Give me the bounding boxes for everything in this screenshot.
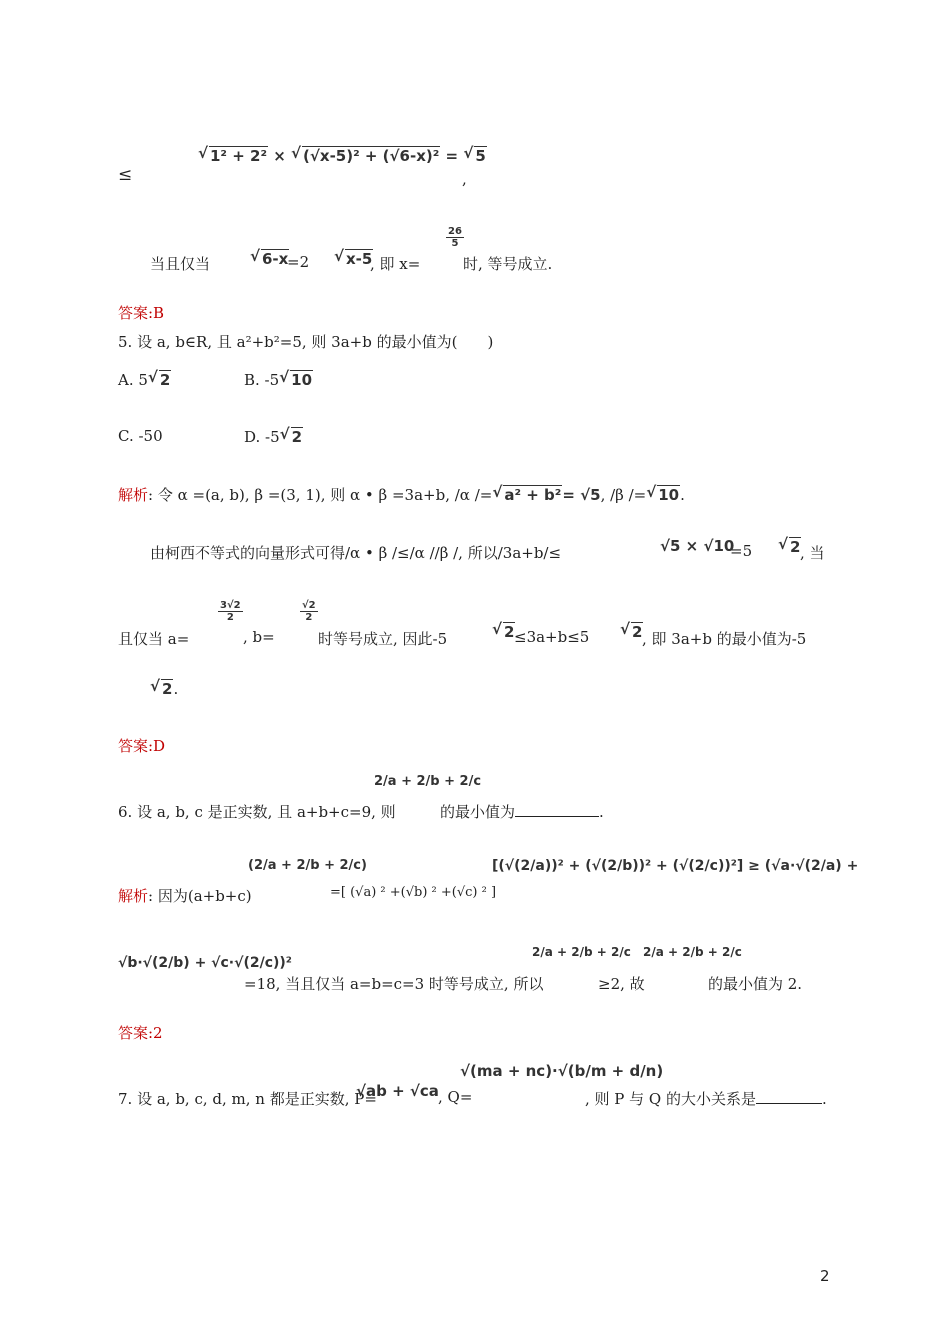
q6-analysis-frac1: 2/a + 2/b + 2/c bbox=[532, 945, 631, 959]
q7-stem-c: , 则 P 与 Q 的大小关系是 . bbox=[585, 1090, 827, 1108]
q7-stem: 7. 设 a, b, c, d, m, n 都是正实数, P= bbox=[118, 1090, 377, 1108]
answer-b: 答案:B bbox=[118, 304, 165, 322]
q6-analysis-frac2: 2/a + 2/b + 2/c bbox=[643, 945, 742, 959]
q6-analysis-bracket: [(√(2/a))² + (√(2/b))² + (√(2/c))²] ≥ (√a·√(2/a) + bbox=[492, 858, 859, 874]
q5-analysis-line2-eq: =5 bbox=[730, 542, 753, 560]
q5-option-a: A. 5√ 2 bbox=[118, 370, 171, 389]
q5-analysis-frac-a: $\frac{3√2}{2}$ bbox=[220, 600, 241, 623]
cond-sqrt-1: √ 6-x bbox=[250, 249, 289, 268]
cond-fraction: $\frac{26}{5}$ bbox=[448, 226, 462, 249]
q5-option-c: C. -50 bbox=[118, 427, 163, 445]
q7-p-expression: √ab + √ca bbox=[356, 1082, 439, 1100]
answer-d: 答案:D bbox=[118, 737, 166, 755]
q5-analysis-line3-b: , b= bbox=[243, 628, 275, 646]
cond-suffix: 时, 等号成立. bbox=[463, 255, 553, 273]
q5-stem: 5. 设 a, b∈R, 且 a²+b²=5, 则 3a+b 的最小值为( ) bbox=[118, 333, 494, 351]
cauchy-formula: √ 1² + 2² × √ (√x-5)² + (√6-x)² = √ 5 bbox=[198, 146, 487, 165]
q6-analysis-paren: (2/a + 2/b + 2/c) bbox=[248, 858, 367, 873]
q5-analysis-line3-rad1: √ 2 bbox=[492, 622, 515, 641]
q7-stem-b: , Q= bbox=[438, 1088, 473, 1106]
q6-analysis-line2: √b·√(2/b) + √c·√(2/c))² bbox=[118, 955, 292, 971]
q6-stem-fraction: 2/a + 2/b + 2/c bbox=[374, 774, 482, 789]
q5-analysis-line4: √ 2. bbox=[150, 679, 178, 698]
q5-analysis-line1: 解析: 令 α =(a, b), β =(3, 1), 则 α • β =3a+b, /α /=√ a² + b²= √5, /β /=√ 10. bbox=[118, 484, 685, 505]
q5-option-b: B. -5√ 10 bbox=[244, 370, 313, 389]
page-number: 2 bbox=[820, 1267, 830, 1285]
q5-analysis-line2-math: √5 × √10 bbox=[660, 537, 735, 555]
answer-2: 答案:2 bbox=[118, 1024, 163, 1042]
formula-comma: , bbox=[462, 170, 467, 188]
leq-sign: ≤ bbox=[118, 165, 133, 185]
q5-option-d: D. -5√ 2 bbox=[244, 427, 303, 446]
q6-analysis-c: =18, 当且仅当 a=b=c=3 时等号成立, 所以 bbox=[244, 975, 544, 993]
q5-analysis-line2-end: , 当 bbox=[800, 544, 825, 562]
cond-mid: , 即 x= bbox=[370, 255, 421, 273]
q5-analysis-line3-d: ≤3a+b≤5 bbox=[514, 628, 590, 646]
cond-sqrt-2: √ x-5 bbox=[334, 249, 373, 268]
q5-analysis-line2-rad: √ 2 bbox=[778, 537, 801, 556]
q7-answer-blank[interactable] bbox=[756, 1102, 822, 1104]
q6-analysis-b: =[ (√a) ² +(√b) ² +(√c) ² ] bbox=[330, 885, 497, 900]
q6-stem: 6. 设 a, b, c 是正实数, 且 a+b+c=9, 则 bbox=[118, 803, 396, 821]
q6-answer-blank[interactable] bbox=[515, 815, 599, 817]
equality-condition: 当且仅当 bbox=[150, 255, 211, 273]
q5-analysis-line3-rad2: √ 2 bbox=[620, 622, 643, 641]
q6-analysis-e: 的最小值为 2. bbox=[708, 975, 803, 993]
q6-stem-b: 的最小值为 . bbox=[440, 803, 604, 821]
q5-analysis-line3-e: , 即 3a+b 的最小值为-5 bbox=[642, 630, 807, 648]
q5-analysis-line3-a: 且仅当 a= bbox=[118, 630, 190, 648]
q5-analysis-line3-c: 时等号成立, 因此-5 bbox=[318, 630, 448, 648]
q6-analysis-d: ≥2, 故 bbox=[598, 975, 645, 993]
q5-analysis-line2: 由柯西不等式的向量形式可得/α • β /≤/α //β /, 所以/3a+b/≤ bbox=[150, 544, 562, 562]
q6-analysis-a: 解析: 因为(a+b+c) bbox=[118, 887, 252, 905]
cond-eq-2: =2 bbox=[287, 253, 310, 271]
q7-q-expression: √(ma + nc)·√(b/m + d/n) bbox=[460, 1062, 664, 1080]
q5-analysis-frac-b: $\frac{√2}{2}$ bbox=[302, 600, 316, 623]
